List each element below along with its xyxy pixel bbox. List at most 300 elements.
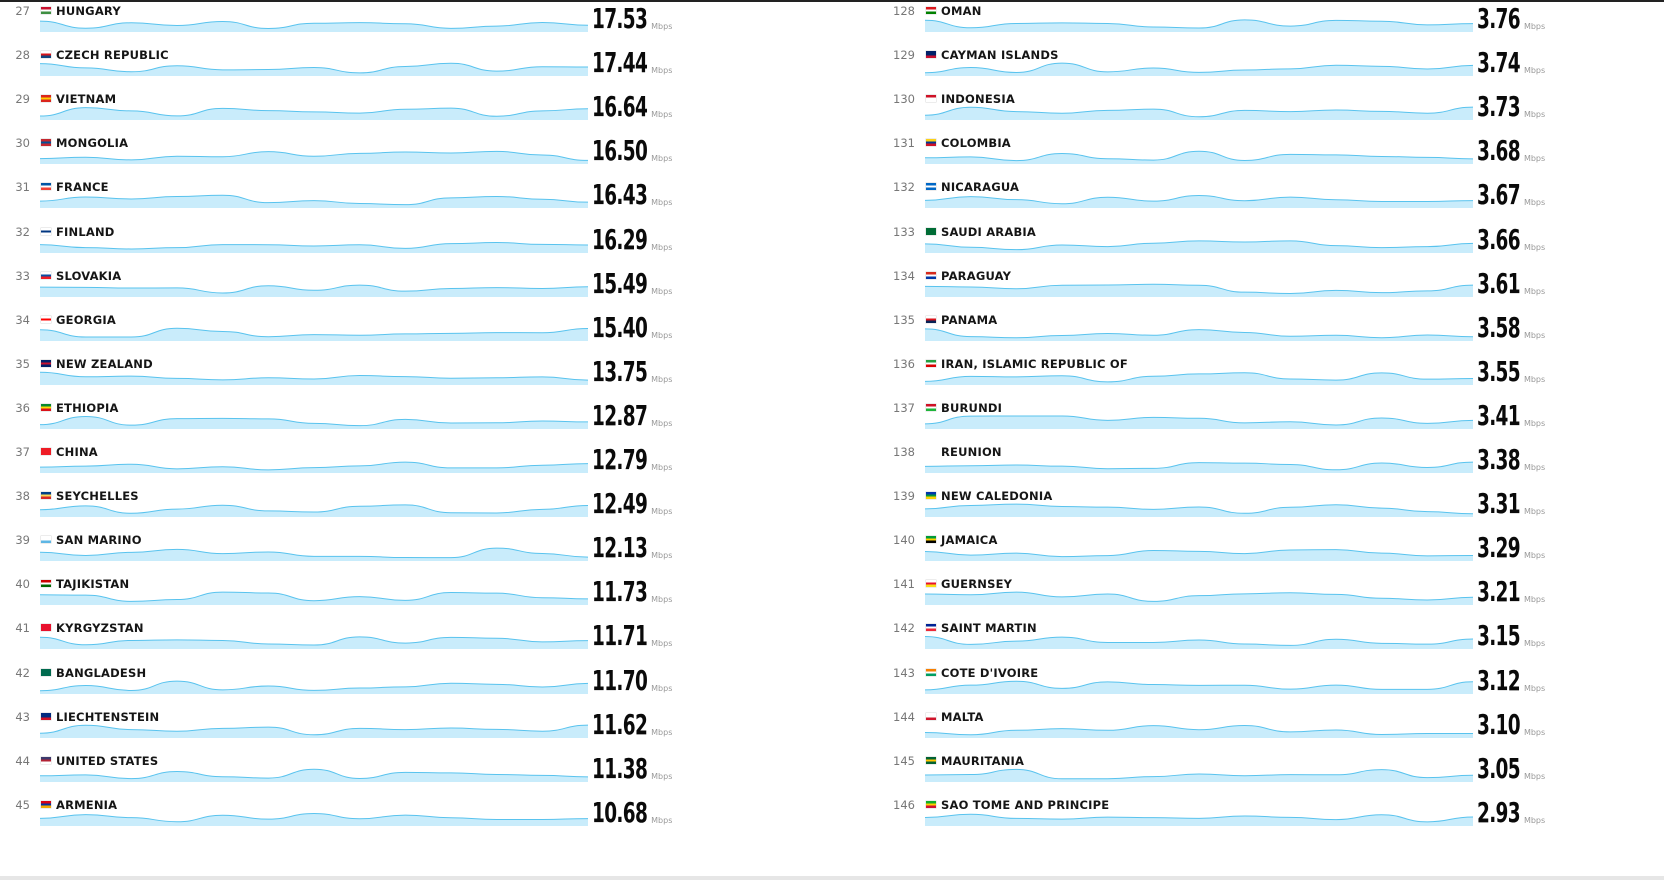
speed-number: 11.73: [592, 575, 648, 609]
country-name: IRAN, ISLAMIC REPUBLIC OF: [941, 356, 1128, 371]
speed-unit: Mbps: [1523, 507, 1546, 517]
speed-sparkline: [925, 102, 1473, 120]
country-flag-icon: [41, 624, 51, 631]
country-flag-icon: [41, 228, 51, 235]
speed-value: [592, 575, 647, 608]
country-name: CAYMAN ISLANDS: [941, 48, 1059, 63]
rank-number: 135: [893, 312, 915, 327]
speed-sparkline: [40, 411, 588, 429]
speed-value: [592, 531, 647, 564]
speed-number: 3.73: [1477, 90, 1520, 124]
speed-unit: Mbps: [1523, 66, 1546, 76]
sparkline-area: [925, 681, 1473, 694]
ranking-row[interactable]: [885, 397, 1655, 444]
speed-unit: Mbps: [651, 595, 673, 605]
speed-sparkline: [925, 235, 1473, 253]
speed-number: 3.21: [1477, 575, 1520, 609]
ranking-row[interactable]: [0, 353, 770, 400]
sparkline-area: [925, 725, 1473, 737]
country-name: LIECHTENSTEIN: [56, 709, 160, 724]
ranking-row[interactable]: [0, 617, 770, 664]
speed-unit: Mbps: [651, 727, 673, 737]
rank-number: 140: [893, 533, 915, 548]
ranking-row[interactable]: [885, 309, 1655, 356]
speed-unit: Mbps: [1523, 330, 1546, 340]
country-name: NICARAGUA: [941, 180, 1020, 195]
speed-sparkline: [925, 455, 1473, 473]
speed-sparkline: [925, 764, 1473, 782]
speed-number: 3.55: [1477, 354, 1520, 388]
ranking-row[interactable]: [885, 221, 1655, 268]
rank-number: 35: [15, 356, 30, 371]
country-name: NEW ZEALAND: [56, 356, 153, 371]
country-name: SAN MARINO: [56, 533, 142, 548]
country-name: JAMAICA: [941, 533, 998, 548]
speed-number: 3.61: [1477, 266, 1520, 300]
ranking-row[interactable]: [0, 441, 770, 488]
left-ranking-column: [0, 0, 770, 880]
speed-value: [1477, 531, 1520, 564]
speed-value: [1477, 355, 1520, 388]
speed-unit: Mbps: [1523, 551, 1546, 561]
rank-number: 134: [893, 268, 915, 283]
country-flag-icon: [926, 757, 936, 764]
country-name: SEYCHELLES: [56, 489, 139, 504]
sparkline-area: [925, 504, 1473, 517]
sparkline-line: [40, 505, 588, 513]
sparkline-area: [40, 769, 588, 782]
country-flag-icon: [926, 183, 936, 190]
country-flag-icon: [41, 713, 51, 720]
speed-unit: Mbps: [1523, 418, 1546, 428]
country-name: CHINA: [56, 445, 98, 459]
speed-value: [592, 796, 647, 829]
country-name: SAUDI ARABIA: [941, 224, 1036, 239]
country-name: CZECH REPUBLIC: [56, 48, 169, 63]
ranking-row[interactable]: [0, 265, 770, 312]
speed-sparkline: [40, 543, 588, 561]
speed-unit: Mbps: [651, 286, 673, 296]
speed-sparkline: [40, 102, 588, 120]
rank-number: 33: [15, 268, 30, 283]
rank-number: 144: [893, 709, 915, 724]
ranking-row[interactable]: [885, 176, 1655, 223]
rank-number: 128: [893, 4, 915, 18]
speed-value: [592, 708, 647, 741]
country-flag-icon: [41, 360, 51, 367]
speed-unit: Mbps: [651, 463, 673, 472]
speed-value: [592, 311, 647, 344]
country-flag-icon: [926, 580, 936, 587]
ranking-row[interactable]: [885, 662, 1655, 709]
speed-value: [1477, 619, 1520, 652]
speed-value: [1477, 399, 1520, 432]
speed-number: 10.68: [592, 795, 648, 829]
speed-value: [1477, 267, 1520, 300]
speed-unit: Mbps: [1523, 683, 1546, 693]
speed-number: 3.74: [1477, 46, 1520, 80]
sparkline-area: [40, 681, 588, 694]
country-name: FINLAND: [56, 224, 115, 239]
speed-number: 3.76: [1477, 2, 1520, 35]
sparkline-area: [40, 108, 588, 120]
speed-unit: Mbps: [651, 330, 673, 340]
speed-number: 3.66: [1477, 222, 1520, 256]
right-ranking-column: [885, 0, 1655, 880]
speed-sparkline: [925, 323, 1473, 341]
rank-number: 44: [15, 753, 30, 768]
rank-number: 142: [893, 621, 915, 636]
speed-sparkline: [40, 235, 588, 253]
speed-sparkline: [40, 58, 588, 76]
country-flag-icon: [926, 624, 936, 631]
ranking-row[interactable]: [885, 794, 1655, 841]
rank-number: 27: [15, 4, 30, 18]
country-flag-icon: [926, 139, 936, 146]
rank-number: 36: [15, 400, 30, 415]
ranking-row[interactable]: [885, 132, 1655, 179]
ranking-row[interactable]: [0, 176, 770, 223]
ranking-row[interactable]: [0, 0, 770, 47]
country-flag-icon: [41, 183, 51, 190]
country-flag-icon: [41, 492, 51, 499]
country-flag-icon: [926, 228, 936, 235]
sparkline-area: [925, 814, 1473, 826]
rank-number: 37: [15, 445, 30, 459]
speed-value: [1477, 443, 1520, 476]
speed-unit: Mbps: [1523, 154, 1546, 164]
country-name: UNITED STATES: [56, 753, 159, 768]
speed-sparkline: [925, 587, 1473, 605]
rank-number: 34: [15, 312, 30, 327]
country-name: BANGLADESH: [56, 665, 147, 680]
country-name: MAURITANIA: [941, 753, 1025, 768]
ranking-row[interactable]: [0, 44, 770, 91]
speed-value: [592, 399, 647, 432]
speed-number: 3.38: [1477, 443, 1520, 476]
rank-number: 43: [15, 709, 30, 724]
ranking-row[interactable]: [0, 88, 770, 135]
speed-unit: Mbps: [1523, 463, 1546, 472]
ranking-row[interactable]: [0, 397, 770, 444]
speed-number: 3.12: [1477, 663, 1520, 697]
country-flag-icon: [926, 669, 936, 676]
speed-unit: Mbps: [651, 507, 673, 517]
country-flag-icon: [926, 360, 936, 367]
sparkline-area: [925, 373, 1473, 385]
speed-sparkline: [40, 455, 588, 473]
speed-sparkline: [40, 720, 588, 738]
speed-sparkline: [40, 499, 588, 517]
country-name: BURUNDI: [941, 400, 1003, 415]
speed-unit: Mbps: [1523, 374, 1546, 384]
speed-value: [592, 134, 647, 167]
speed-unit: Mbps: [651, 815, 673, 825]
speed-value: [592, 487, 647, 520]
speed-number: 11.70: [592, 663, 648, 697]
speed-number: 15.49: [592, 266, 648, 300]
speed-number: 3.67: [1477, 178, 1520, 212]
country-name: GUERNSEY: [941, 577, 1013, 592]
sparkline-area: [40, 285, 588, 297]
speed-sparkline: [925, 499, 1473, 517]
speed-value: [1477, 2, 1520, 35]
speed-number: 3.15: [1477, 619, 1520, 653]
country-flag-icon: [926, 7, 936, 14]
ranking-row[interactable]: [885, 265, 1655, 312]
rank-number: 141: [893, 577, 915, 592]
ranking-row[interactable]: [885, 353, 1655, 400]
country-name: MALTA: [941, 709, 984, 724]
rank-number: 42: [15, 665, 30, 680]
speed-unit: Mbps: [651, 551, 673, 561]
speed-value: [1477, 664, 1520, 697]
rank-number: 143: [893, 665, 915, 680]
speed-number: 2.93: [1477, 795, 1520, 829]
speed-unit: Mbps: [651, 374, 673, 384]
speed-number: 3.29: [1477, 531, 1520, 565]
speed-unit: Mbps: [651, 198, 673, 208]
speed-number: 17.53: [592, 2, 648, 35]
rank-number: 145: [893, 753, 915, 768]
country-name: GEORGIA: [56, 312, 116, 327]
sparkline-area: [40, 152, 588, 165]
speed-number: 16.50: [592, 134, 648, 168]
speed-value: [592, 619, 647, 652]
rank-number: 137: [893, 400, 915, 415]
speed-value: [592, 267, 647, 300]
sparkline-area: [40, 725, 588, 738]
country-name: OMAN: [941, 4, 982, 18]
speed-unit: Mbps: [1523, 286, 1546, 296]
speed-value: [1477, 178, 1520, 211]
speed-value: [592, 443, 647, 476]
sparkline-area: [40, 505, 588, 517]
country-flag-icon: [926, 713, 936, 720]
country-flag-icon: [41, 139, 51, 146]
sparkline-area: [925, 107, 1473, 120]
speed-sparkline: [925, 146, 1473, 164]
speed-number: 3.68: [1477, 134, 1520, 168]
country-flag-icon: [926, 316, 936, 323]
country-name: TAJIKISTAN: [56, 577, 130, 592]
speed-value: [1477, 575, 1520, 608]
speed-value: [592, 46, 647, 79]
speed-value: [1477, 46, 1520, 79]
speed-unit: Mbps: [1523, 198, 1546, 208]
rank-number: 132: [893, 180, 915, 195]
speed-value: [592, 2, 647, 35]
speed-sparkline: [925, 631, 1473, 649]
speed-sparkline: [925, 808, 1473, 826]
sparkline-area: [40, 548, 588, 561]
speed-sparkline: [40, 631, 588, 649]
speed-sparkline: [925, 367, 1473, 385]
speed-number: 12.49: [592, 487, 648, 521]
country-flag-icon: [41, 51, 51, 58]
speed-unit: Mbps: [1523, 110, 1546, 120]
speed-value: [1477, 796, 1520, 829]
country-name: MONGOLIA: [56, 136, 129, 151]
speed-number: 3.05: [1477, 751, 1520, 785]
speed-unit: Mbps: [651, 154, 673, 164]
speed-value: [592, 355, 647, 388]
rank-number: 31: [15, 180, 30, 195]
speed-unit: Mbps: [651, 683, 673, 693]
rank-number: 41: [15, 621, 30, 636]
speed-value: [1477, 90, 1520, 123]
rank-number: 38: [15, 489, 30, 504]
speed-unit: Mbps: [1523, 639, 1546, 649]
ranking-row[interactable]: [885, 441, 1655, 488]
country-flag-icon: [41, 404, 51, 411]
speed-value: [592, 664, 647, 697]
ranking-row[interactable]: [0, 221, 770, 268]
country-flag-icon: [41, 272, 51, 279]
sparkline-area: [40, 242, 588, 252]
country-name: INDONESIA: [941, 92, 1015, 107]
country-flag-icon: [41, 448, 51, 455]
rank-number: 146: [893, 797, 915, 812]
sparkline-area: [925, 329, 1473, 341]
speed-value: [1477, 752, 1520, 785]
country-flag-icon: [41, 316, 51, 323]
speed-unit: Mbps: [651, 771, 673, 781]
country-name: VIETNAM: [56, 92, 117, 107]
ranking-row[interactable]: [885, 573, 1655, 620]
speed-number: 11.71: [592, 619, 648, 653]
country-flag-icon: [41, 536, 51, 543]
bottom-scrollbar[interactable]: [0, 876, 1664, 880]
ranking-row[interactable]: [0, 529, 770, 576]
sparkline-area: [925, 240, 1473, 252]
ranking-row[interactable]: [0, 750, 770, 797]
country-name: PARAGUAY: [941, 268, 1012, 283]
ranking-row[interactable]: [0, 132, 770, 179]
speed-sparkline: [40, 367, 588, 385]
speed-number: 3.41: [1477, 398, 1520, 432]
sparkline-area: [925, 769, 1473, 782]
speed-unit: Mbps: [1523, 771, 1546, 781]
rank-number: 129: [893, 48, 915, 63]
country-flag-icon: [926, 95, 936, 102]
ranking-row[interactable]: [885, 750, 1655, 797]
speed-number: 13.75: [592, 354, 648, 388]
rank-number: 133: [893, 224, 915, 239]
rank-number: 131: [893, 136, 915, 151]
ranking-row[interactable]: [885, 706, 1655, 753]
speed-sparkline: [40, 190, 588, 208]
country-name: NEW CALEDONIA: [941, 489, 1053, 504]
country-flag-icon: [926, 536, 936, 543]
speed-number: 16.43: [592, 178, 648, 212]
speed-number: 11.62: [592, 707, 648, 741]
speed-sparkline: [40, 146, 588, 164]
rank-number: 136: [893, 356, 915, 371]
speed-number: 12.87: [592, 398, 648, 432]
rank-number: 28: [15, 48, 30, 63]
speed-value: [1477, 311, 1520, 344]
speed-number: 11.38: [592, 751, 648, 785]
ranking-row[interactable]: [0, 309, 770, 356]
speed-unit: Mbps: [651, 242, 673, 252]
country-name: ARMENIA: [56, 797, 118, 812]
speed-unit: Mbps: [1523, 242, 1546, 252]
speed-value: [592, 90, 647, 123]
rank-number: 39: [15, 533, 30, 548]
speed-value: [592, 178, 647, 211]
speed-number: 3.10: [1477, 707, 1520, 741]
rank-number: 138: [893, 445, 915, 459]
speed-unit: Mbps: [1523, 22, 1546, 31]
speed-sparkline: [40, 587, 588, 605]
ranking-row[interactable]: [885, 0, 1655, 47]
sparkline-area: [925, 637, 1473, 650]
speed-unit: Mbps: [1523, 727, 1546, 737]
speed-number: 3.58: [1477, 310, 1520, 344]
speed-value: [1477, 134, 1520, 167]
country-name: SAO TOME AND PRINCIPE: [941, 797, 1110, 812]
ranking-row[interactable]: [0, 485, 770, 532]
country-flag-icon: [926, 272, 936, 279]
ranking-row[interactable]: [0, 706, 770, 753]
speed-sparkline: [925, 411, 1473, 429]
sparkline-area: [40, 63, 588, 76]
speed-number: 12.79: [592, 443, 648, 476]
country-flag-icon: [41, 95, 51, 102]
speed-value: [592, 223, 647, 256]
speed-unit: Mbps: [1523, 815, 1546, 825]
sparkline-area: [925, 284, 1473, 297]
rank-number: 30: [15, 136, 30, 151]
rank-number: 32: [15, 224, 30, 239]
country-flag-icon: [41, 7, 51, 14]
speed-sparkline: [925, 279, 1473, 297]
ranking-row[interactable]: [885, 44, 1655, 91]
speed-unit: Mbps: [651, 110, 673, 120]
rank-number: 29: [15, 92, 30, 107]
speed-value: [1477, 708, 1520, 741]
country-name: SAINT MARTIN: [941, 621, 1037, 636]
country-name: COLOMBIA: [941, 136, 1011, 151]
speed-sparkline: [925, 676, 1473, 694]
speed-unit: Mbps: [1523, 595, 1546, 605]
speed-sparkline: [40, 676, 588, 694]
speed-number: 16.29: [592, 222, 648, 256]
rank-number: 45: [15, 797, 30, 812]
speed-sparkline: [925, 543, 1473, 561]
country-flag-icon: [926, 404, 936, 411]
ranking-row[interactable]: [0, 662, 770, 709]
country-name: COTE D'IVOIRE: [941, 665, 1039, 680]
speed-unit: Mbps: [651, 22, 673, 31]
ranking-row[interactable]: [0, 794, 770, 841]
sparkline-area: [925, 151, 1473, 164]
speed-unit: Mbps: [651, 418, 673, 428]
speed-sparkline: [925, 190, 1473, 208]
speed-value: [1477, 223, 1520, 256]
ranking-row[interactable]: [885, 88, 1655, 135]
ranking-row[interactable]: [885, 485, 1655, 532]
speed-sparkline: [925, 14, 1473, 32]
ranking-row[interactable]: [885, 529, 1655, 576]
country-flag-icon: [41, 757, 51, 764]
country-name: ETHIOPIA: [56, 400, 119, 415]
speed-value: [1477, 487, 1520, 520]
ranking-row[interactable]: [885, 617, 1655, 664]
speed-sparkline: [40, 764, 588, 782]
ranking-row[interactable]: [0, 573, 770, 620]
